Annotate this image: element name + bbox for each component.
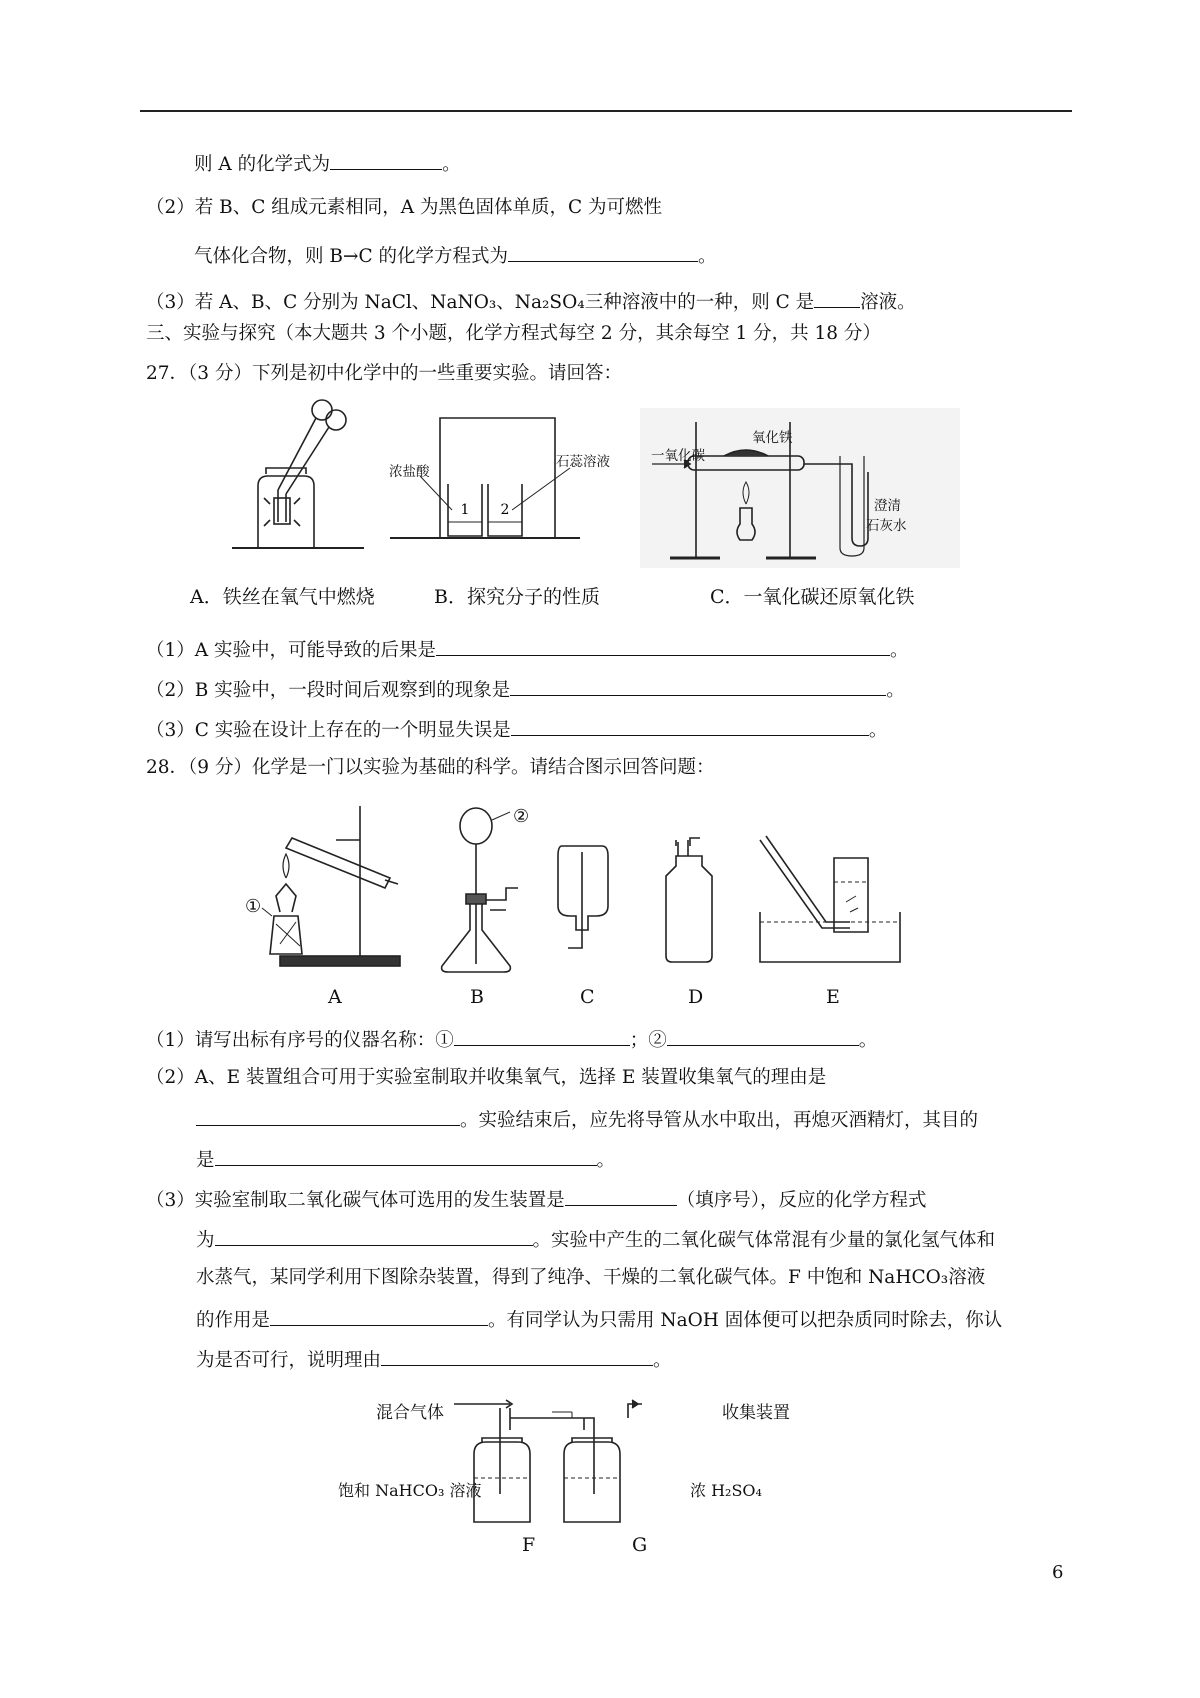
q27-3: （3）C 实验在设计上存在的一个明显失误是 。 (146, 716, 887, 743)
caption-a: A．铁丝在氧气中燃烧 (190, 586, 375, 608)
co-reduction-figure (640, 408, 960, 568)
page-number: 6 (1052, 1562, 1064, 1583)
apparatus-label-d: D (688, 986, 704, 1008)
q28-1: （1）请写出标有序号的仪器名称：① ；② 。 (146, 1026, 877, 1053)
text-line: 则 A 的化学式为 。 (194, 150, 461, 177)
section-heading: 三、实验与探究（本大题共 3 个小题，化学方程式每空 2 分，其余每空 1 分，共 18 分） (146, 323, 881, 344)
caption-c: C．一氧化碳还原氧化铁 (710, 586, 915, 608)
apparatus-label-f: F (522, 1534, 536, 1556)
header-rule (140, 110, 1072, 112)
answer-blank[interactable] (381, 1346, 653, 1366)
q28-2c: 是 。 (196, 1146, 615, 1173)
q28-3d: 的作用是 。有同学认为只需用 NaOH 固体便可以把杂质同时除去，你认 (196, 1306, 1002, 1333)
mixed-gas-label: 混合气体 (376, 1403, 444, 1423)
marker-2: ② (513, 806, 530, 827)
beaker-1-label: 1 (460, 502, 470, 518)
purification-figure (452, 1394, 692, 1534)
q28-3b: 为 。实验中产生的二氧化碳气体常混有少量的氯化氢气体和 (196, 1226, 995, 1253)
apparatus-label-g: G (632, 1534, 648, 1556)
answer-blank[interactable] (270, 1306, 488, 1326)
nahco3-label: 饱和 NaHCO₃ 溶液 (338, 1481, 482, 1500)
q28-3c: 水蒸气，某同学利用下图除杂装置，得到了纯净、干燥的二氧化碳气体。F 中饱和 NaHCO₃溶液 (196, 1267, 986, 1288)
caption-b: B．探究分子的性质 (434, 586, 600, 608)
answer-blank[interactable] (215, 1146, 597, 1166)
apparatus-e (750, 832, 910, 972)
limewater-label-2: 石灰水 (866, 518, 907, 534)
answer-blank[interactable] (215, 1226, 533, 1246)
question-27-title: 27．（3 分）下列是初中化学中的一些重要实验。请回答： (146, 363, 622, 384)
q27-1: （1）A 实验中，可能导致的后果是 。 (146, 636, 909, 663)
text-line: 气体化合物，则 B→C 的化学方程式为 。 (194, 242, 717, 269)
co-label: 一氧化碳 (651, 448, 705, 464)
apparatus-c (552, 836, 612, 976)
apparatus-a (240, 796, 420, 976)
apparatus-label-e: E (826, 986, 840, 1008)
answer-blank[interactable] (511, 716, 869, 736)
beaker-2-label: 2 (500, 502, 510, 518)
limewater-label: 澄清 (874, 498, 901, 514)
molecule-property-figure (390, 408, 620, 558)
q28-2: （2）A、E 装置组合可用于实验室制取并收集氧气，选择 E 装置收集氧气的理由是 (146, 1067, 827, 1088)
h2so4-label: 浓 H₂SO₄ (690, 1481, 762, 1500)
apparatus-label-a: A (328, 986, 342, 1008)
marker-1: ① (245, 896, 262, 917)
answer-blank[interactable] (565, 1186, 677, 1206)
answer-blank[interactable] (814, 288, 860, 308)
apparatus-label-c: C (580, 986, 595, 1008)
apparatus-d (656, 836, 716, 976)
apparatus-label-b: B (470, 986, 484, 1008)
litmus-label: 石蕊溶液 (556, 454, 610, 470)
q28-2b: 。实验结束后，应先将导管从水中取出，再熄灭酒精灯，其目的 (196, 1106, 978, 1133)
collect-label: 收集装置 (722, 1403, 790, 1423)
answer-blank[interactable] (436, 636, 890, 656)
answer-blank[interactable] (510, 676, 886, 696)
fe2o3-label: 氧化铁 (752, 430, 793, 446)
answer-blank[interactable] (508, 242, 698, 262)
answer-blank[interactable] (454, 1026, 630, 1046)
q28-3e: 为是否可行，说明理由 。 (196, 1346, 672, 1373)
q27-2: （2）B 实验中，一段时间后观察到的现象是 。 (146, 676, 905, 703)
answer-blank[interactable] (330, 150, 442, 170)
question-28-title: 28．（9 分）化学是一门以实验为基础的科学。请结合图示回答问题： (146, 757, 715, 778)
answer-blank[interactable] (196, 1106, 460, 1126)
apparatus-b (430, 800, 540, 980)
text-line: （3）若 A、B、C 分别为 NaCl、NaNO₃、Na₂SO₄三种溶液中的一种，则 C 是 溶液。 (146, 288, 916, 315)
text-line: （2）若 B、C 组成元素相同，A 为黑色固体单质，C 为可燃性 (146, 197, 663, 218)
hcl-label: 浓盐酸 (389, 464, 430, 480)
q28-3: （3）实验室制取二氧化碳气体可选用的发生装置是 （填序号），反应的化学方程式 (146, 1186, 927, 1213)
iron-wire-burning-figure (228, 394, 368, 564)
answer-blank[interactable] (667, 1026, 859, 1046)
